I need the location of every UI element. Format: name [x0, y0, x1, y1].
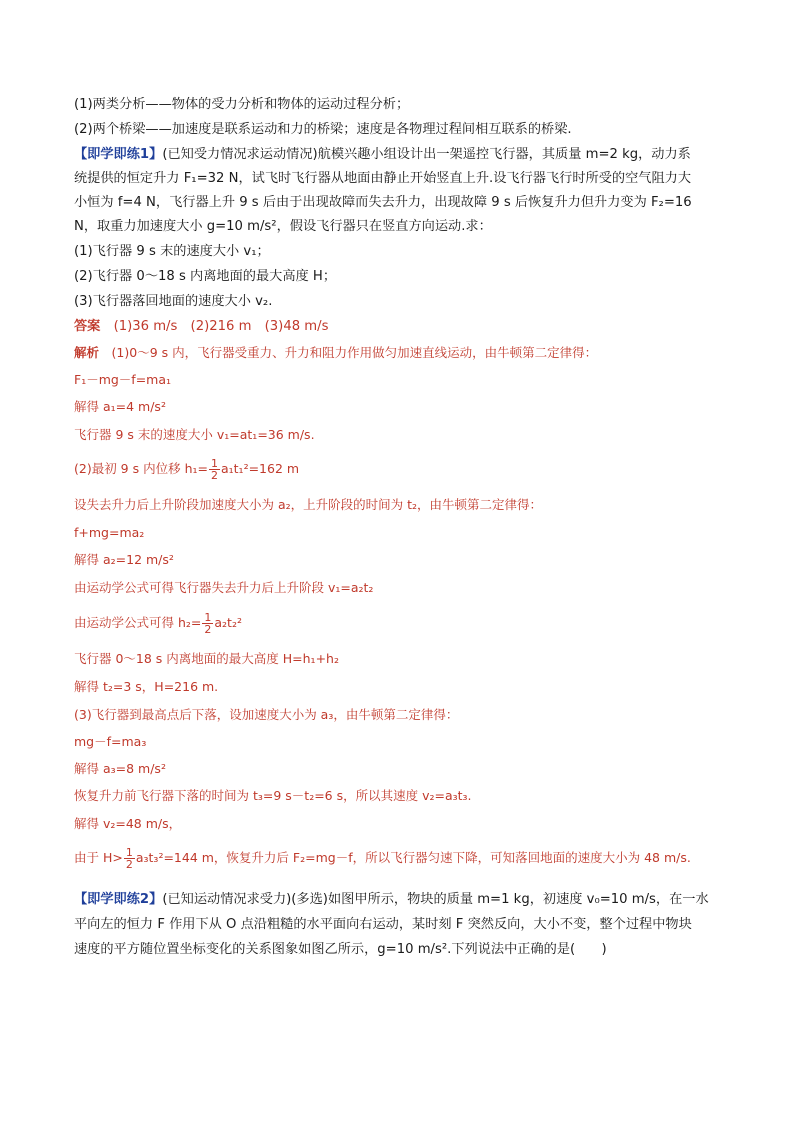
answer-text: (1)36 m/s (2)216 m (3)48 m/s — [113, 319, 329, 334]
solution-text-1: (1)0～9 s 内，飞行器受重力、升力和阻力作用做匀加速直线运动，由牛顿第二定律得： — [111, 345, 598, 360]
solution-line-12: 解得 t₂=3 s，H=216 m. — [74, 679, 219, 694]
answer-label: 答案 — [74, 319, 101, 334]
exercise-1-stem-line-4: N，取重力加速度大小 g=10 m/s²，假设飞行器只在竖直方向运动.求： — [74, 219, 492, 234]
solution-line-15: 解得 a₃=8 m/s² — [74, 761, 166, 776]
answer-line — [74, 318, 734, 336]
solution-line-6: 设失去升力后上升阶段加速度大小为 a₂，上升阶段的时间为 t₂，由牛顿第二定律得： — [74, 497, 543, 512]
solution-line-5 — [74, 458, 734, 481]
solution-line-13: (3)飞行器到最高点后下落，设加速度大小为 a₃，由牛顿第二定律得： — [74, 707, 459, 722]
solution-line-7: f+mg=ma₂ — [74, 525, 145, 540]
fraction-denominator: 2 — [125, 858, 133, 871]
fraction-numerator: 1 — [125, 846, 133, 859]
fraction-one-half — [124, 847, 135, 870]
exercise-1-stem-line-3: 小恒为 f=4 N，飞行器上升 9 s 后由于出现故障而失去升力，出现故障 9 s 后恢复升力但升力变为 F₂=16 — [74, 195, 692, 210]
solution-10-suffix: a₂t₂² — [214, 615, 242, 630]
solution-18-suffix: a₃t₃²=144 m，恢复升力后 F₂=mg－f，所以飞行器匀速下降，可知落回地面的速度大小为 48 m/s. — [135, 850, 691, 865]
solution-line-14: mg－f=ma₃ — [74, 734, 147, 749]
fraction-numerator: 1 — [204, 611, 212, 624]
exercise-1-stem-line-1 — [74, 146, 734, 164]
solution-18-prefix: 由于 H> — [74, 850, 123, 865]
question-1: (1)飞行器 9 s 末的速度大小 v₁； — [74, 244, 270, 259]
fraction-numerator: 1 — [210, 457, 218, 470]
fraction-one-half — [202, 612, 213, 635]
solution-10-prefix: 由运动学公式可得 h₂= — [74, 615, 202, 630]
solution-line-3: 解得 a₁=4 m/s² — [74, 399, 166, 414]
exercise-2-stem-line-1 — [74, 891, 734, 909]
exercise-2-tag: 【即学即练2】 — [74, 892, 163, 907]
question-2: (2)飞行器 0～18 s 内离地面的最大高度 H； — [74, 269, 337, 284]
solution-5-suffix: a₁t₁²=162 m — [220, 461, 300, 476]
analysis-label: 解析 — [74, 345, 100, 360]
solution-5-prefix: (2)最初 9 s 内位移 h₁= — [74, 461, 208, 476]
solution-line-8: 解得 a₂=12 m/s² — [74, 552, 174, 567]
exercise-2-stem-text: (已知运动情况求受力)(多选)如图甲所示，物块的质量 m=1 kg，初速度 v₀=10 m/s，在一水 — [162, 892, 709, 907]
solution-line-10 — [74, 612, 734, 635]
solution-line-11: 飞行器 0～18 s 内离地面的最大高度 H=h₁+h₂ — [74, 651, 339, 666]
fraction-one-half — [209, 458, 220, 481]
fraction-denominator: 2 — [204, 623, 212, 636]
question-3: (3)飞行器落回地面的速度大小 v₂. — [74, 294, 273, 309]
solution-line-1 — [74, 344, 734, 362]
intro-line-2: (2)两个桥梁——加速度是联系运动和力的桥梁；速度是各物理过程间相互联系的桥梁. — [74, 122, 572, 137]
exercise-2-stem-line-2: 平向左的恒力 F 作用下从 O 点沿粗糙的水平面向右运动，某时刻 F 突然反向，大小不变，整个过程中物块 — [74, 917, 692, 932]
exercise-1-tag: 【即学即练1】 — [74, 147, 163, 162]
exercise-1-stem-line-2: 统提供的恒定升力 F₁=32 N，试飞时飞行器从地面由静止开始竖直上升.设飞行器飞行时所受的空气阻力大 — [74, 171, 692, 186]
exercise-1-stem-text: (已知受力情况求运动情况)航模兴趣小组设计出一架遥控飞行器，其质量 m=2 kg，动力系 — [162, 147, 691, 162]
fraction-denominator: 2 — [210, 469, 218, 482]
solution-line-18 — [74, 847, 691, 870]
solution-line-17: 解得 v₂=48 m/s， — [74, 816, 182, 831]
solution-line-16: 恢复升力前飞行器下落的时间为 t₃=9 s－t₂=6 s，所以其速度 v₂=a₃t₃. — [74, 788, 472, 803]
intro-line-1: (1)两类分析——物体的受力分析和物体的运动过程分析； — [74, 97, 410, 112]
exercise-2-stem-line-3: 速度的平方随位置坐标变化的关系图象如图乙所示，g=10 m/s².下列说法中正确的是( ) — [74, 942, 607, 957]
solution-line-9: 由运动学公式可得飞行器失去升力后上升阶段 v₁=a₂t₂ — [74, 580, 374, 595]
solution-line-2: F₁－mg－f=ma₁ — [74, 372, 172, 387]
solution-line-4: 飞行器 9 s 末的速度大小 v₁=at₁=36 m/s. — [74, 427, 315, 442]
